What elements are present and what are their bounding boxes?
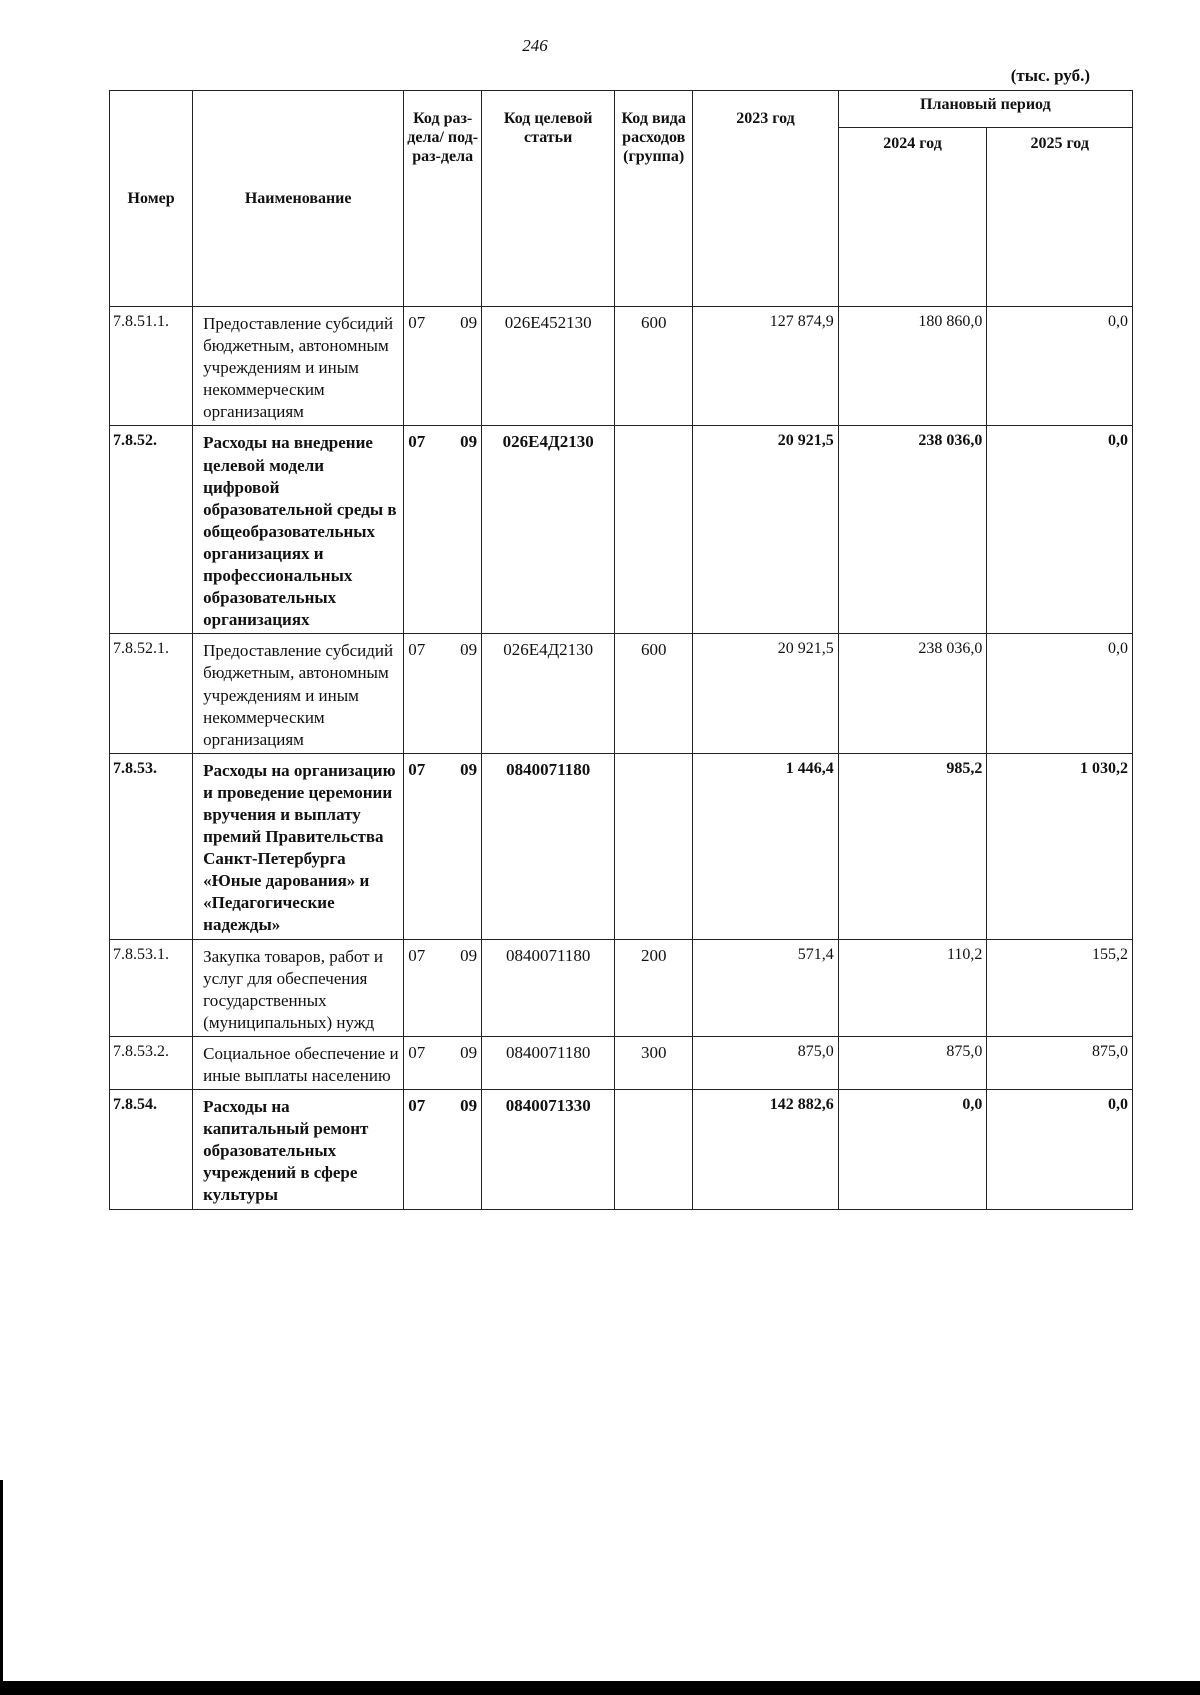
row-section: 07: [408, 945, 426, 965]
row-expense-code: [615, 1090, 693, 1209]
row-2024: 180 860,0: [838, 307, 987, 426]
header-year-2024: 2024 год: [838, 128, 987, 307]
scan-edge-left: [0, 1480, 3, 1695]
row-2024: 110,2: [838, 939, 987, 1036]
row-section: 07: [408, 432, 426, 452]
row-2023: 20 921,5: [693, 634, 839, 753]
header-expense-code: Код вида расходов (группа): [615, 91, 693, 307]
table-row: [110, 426, 1133, 634]
row-number: 7.8.53.2.: [110, 1036, 193, 1089]
row-expense-code: 600: [615, 307, 693, 426]
row-2023: 20 921,5: [693, 426, 839, 634]
row-2023: 142 882,6: [693, 1090, 839, 1209]
row-expense-code: 600: [615, 634, 693, 753]
row-section-code: [404, 634, 482, 753]
budget-table: [109, 90, 1133, 1210]
row-subsection: 09: [460, 432, 478, 452]
row-target-code: 0840071180: [482, 1036, 615, 1089]
row-2025: 0,0: [987, 1090, 1133, 1209]
row-2024: 875,0: [838, 1036, 987, 1089]
row-name: Расходы на организацию и проведение церемонии вручения и выплату премий Правительства Санкт-Петербурга «Юные дарования» и «Педагогические надежды»: [193, 753, 404, 939]
row-target-code: 0840071180: [482, 939, 615, 1036]
row-section: 07: [408, 1096, 426, 1116]
row-subsection: 09: [460, 1096, 478, 1116]
row-target-code: 026E4Д2130: [482, 634, 615, 753]
table-row: [110, 634, 1133, 753]
row-section: 07: [408, 313, 426, 332]
row-section: 07: [408, 1042, 426, 1062]
row-section-code: [404, 939, 482, 1036]
row-number: 7.8.53.: [110, 753, 193, 939]
scan-edge-bottom: [0, 1681, 1200, 1695]
row-section: 07: [408, 640, 426, 660]
units-label: (тыс. руб.): [1010, 66, 1090, 85]
row-subsection: 09: [460, 313, 478, 332]
row-section-code: [404, 307, 482, 426]
row-expense-code: 200: [615, 939, 693, 1036]
row-target-code: 026E4Д2130: [482, 426, 615, 634]
row-number: 7.8.53.1.: [110, 939, 193, 1036]
header-number: Номер: [110, 91, 193, 307]
table-row: [110, 939, 1133, 1036]
row-subsection: 09: [460, 640, 478, 660]
row-section-code: [404, 1090, 482, 1209]
page-number: 246: [522, 36, 548, 55]
header-name: Наименование: [193, 91, 404, 307]
row-expense-code: [615, 753, 693, 939]
row-target-code: 026E452130: [482, 307, 615, 426]
row-name: Расходы на капитальный ремонт образовательных учреждений в сфере культуры: [193, 1090, 404, 1209]
row-2023: 875,0: [693, 1036, 839, 1089]
row-expense-code: 300: [615, 1036, 693, 1089]
row-2024: 238 036,0: [838, 634, 987, 753]
row-name: Предоставление субсидий бюджетным, автономным учреждениям и иным некоммерческим организациям: [193, 307, 404, 426]
table-row: [110, 1036, 1133, 1089]
row-subsection: 09: [460, 759, 478, 779]
row-number: 7.8.52.1.: [110, 634, 193, 753]
row-section-code: [404, 426, 482, 634]
header-year-2023: 2023 год: [693, 91, 839, 307]
row-target-code: 0840071330: [482, 1090, 615, 1209]
row-name: Социальное обеспечение и иные выплаты населению: [193, 1036, 404, 1089]
row-expense-code: [615, 426, 693, 634]
table-row: [110, 753, 1133, 939]
row-2025: 0,0: [987, 426, 1133, 634]
row-section: 07: [408, 759, 426, 779]
table-row: [110, 1090, 1133, 1209]
header-section-code: Код раз-дела/ под-раз-дела: [404, 91, 482, 307]
row-number: 7.8.52.: [110, 426, 193, 634]
header-year-2025: 2025 год: [987, 128, 1133, 307]
row-2023: 127 874,9: [693, 307, 839, 426]
row-number: 7.8.54.: [110, 1090, 193, 1209]
row-section-code: [404, 753, 482, 939]
row-2023: 571,4: [693, 939, 839, 1036]
row-2025: 155,2: [987, 939, 1133, 1036]
header-target-code: Код целевой статьи: [482, 91, 615, 307]
row-2024: 0,0: [838, 1090, 987, 1209]
row-2024: 238 036,0: [838, 426, 987, 634]
row-2025: 0,0: [987, 634, 1133, 753]
row-section-code: [404, 1036, 482, 1089]
row-name: Расходы на внедрение целевой модели цифровой образовательной среды в общеобразовательных организациях и профессиональных образовательных организациях: [193, 426, 404, 634]
row-name: Закупка товаров, работ и услуг для обеспечения государственных (муниципальных) нужд: [193, 939, 404, 1036]
row-2025: 875,0: [987, 1036, 1133, 1089]
row-subsection: 09: [460, 945, 478, 965]
row-name: Предоставление субсидий бюджетным, автономным учреждениям и иным некоммерческим организациям: [193, 634, 404, 753]
header-planned-period: Плановый период: [838, 91, 1132, 128]
row-subsection: 09: [460, 1042, 478, 1062]
row-number: 7.8.51.1.: [110, 307, 193, 426]
row-target-code: 0840071180: [482, 753, 615, 939]
row-2023: 1 446,4: [693, 753, 839, 939]
row-2025: 0,0: [987, 307, 1133, 426]
row-2025: 1 030,2: [987, 753, 1133, 939]
table-row: [110, 307, 1133, 426]
row-2024: 985,2: [838, 753, 987, 939]
